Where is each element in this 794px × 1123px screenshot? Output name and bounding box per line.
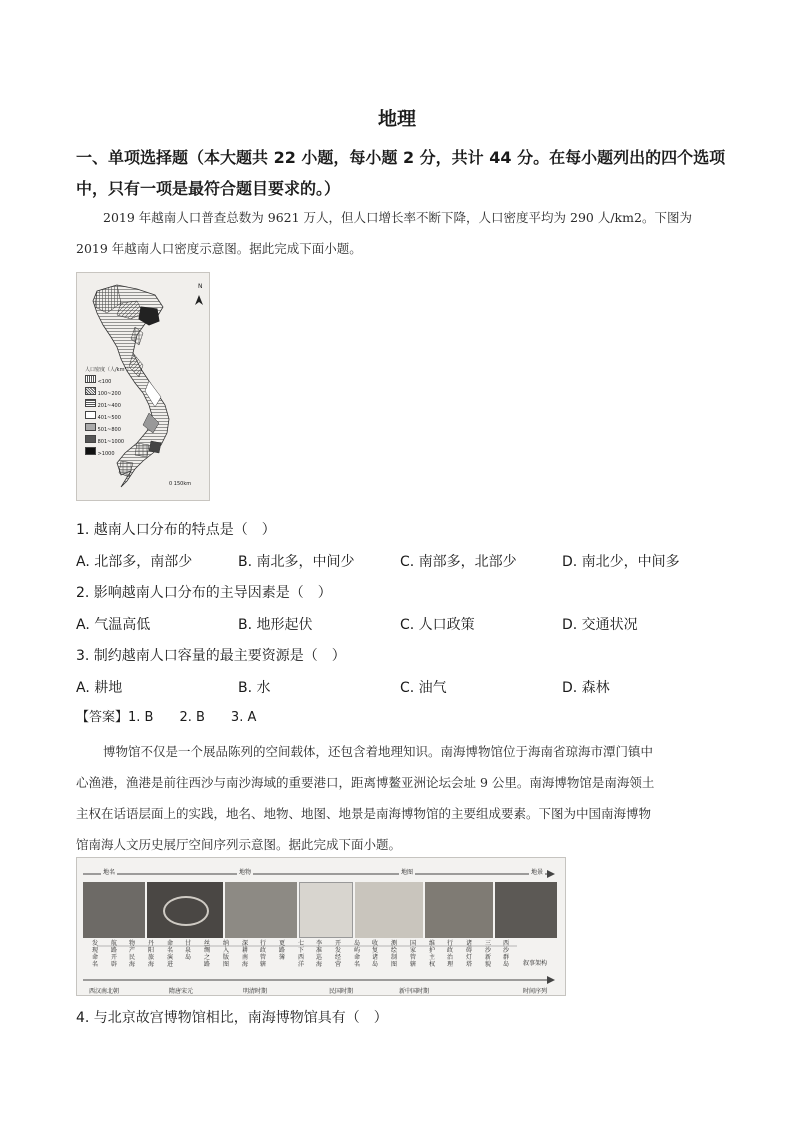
north-arrow-icon xyxy=(195,295,203,305)
sequence-item: 物产民海 xyxy=(128,940,135,968)
q2-option-d: D. 交通状况 xyxy=(562,617,638,633)
vietnam-density-map xyxy=(76,272,210,501)
q1-option-a: A. 北部多，南部少 xyxy=(76,554,193,570)
q1-option-b: B. 南北多，中间少 xyxy=(238,554,355,570)
sequence-item: 国家管辖 xyxy=(409,940,416,968)
period-2: 隋唐宋元 xyxy=(169,988,194,995)
top-label-landscape: 地景 xyxy=(531,869,544,876)
intro1-line1: 2019 年越南人口普查总数为 9621 万人，但人口增长率不断下降，人口密度平均为 290 人/km2。下图为 xyxy=(103,210,692,225)
q1-option-d: D. 南北少，中间多 xyxy=(562,554,680,570)
intro2-line1: 博物馆不仅是一个展品陈列的空间载体，还包含着地理知识。南海博物馆位于海南省琼海市潭门镇中 xyxy=(103,744,654,759)
sequence-item: 丝绸之路 xyxy=(203,940,210,968)
sequence-item: 深耕南海 xyxy=(241,940,248,968)
intro2-line3: 主权在话语层面上的实践，地名、地物、地图、地景是南海博物馆的主要组成要素。下图为中国南海博物 xyxy=(76,806,652,821)
exhibit-photo-5 xyxy=(355,882,423,938)
q2-option-a: A. 气温高低 xyxy=(76,617,151,633)
top-label-maps: 地图 xyxy=(401,869,414,876)
period-1: 西汉南北朝 xyxy=(89,988,120,995)
question-4-stem: 4. 与北京故宫博物馆相比，南海博物馆具有（ ） xyxy=(76,1010,388,1026)
period-5: 新中国时期 xyxy=(399,988,430,995)
intro2-line4: 馆南海人文历史展厅空间序列示意图。据此完成下面小题。 xyxy=(76,837,402,852)
sequence-item: 收复诸岛 xyxy=(371,940,378,968)
answer-label: 【答案】 xyxy=(76,710,129,725)
sequence-item: 维护主权 xyxy=(428,940,435,968)
sequence-item: 诸碍灯塔 xyxy=(465,940,472,968)
intro2-line2: 心渔港，渔港是前往西沙与南沙海域的重要港口，距离博鳌亚洲论坛会址 9 公里。南海博物馆是南海领土 xyxy=(76,775,655,790)
sequence-items xyxy=(91,940,521,974)
exhibit-photo-2 xyxy=(147,882,223,938)
sequence-item: 行政管辖 xyxy=(259,940,266,968)
intro-paragraph-2 xyxy=(76,736,716,860)
q3-option-a: A. 耕地 xyxy=(76,680,123,696)
sequence-item: 更路簿 xyxy=(278,940,285,961)
sequence-item: 西沙群岛 xyxy=(502,940,509,968)
exhibit-photo-1 xyxy=(83,882,145,938)
sequence-item: 测绘制图 xyxy=(390,940,397,968)
answer-line xyxy=(76,706,256,725)
sequence-item: 李准巡海 xyxy=(315,940,322,968)
page-title: 地理 xyxy=(377,108,416,130)
north-label: N xyxy=(198,283,203,290)
narrative-label: 叙事架构 xyxy=(523,960,548,967)
museum-sequence-diagram xyxy=(76,857,566,996)
map-scale: 0 150km xyxy=(169,481,192,487)
q1-option-c: C. 南部多，北部少 xyxy=(400,554,517,570)
sequence-item: 岛屿命名 xyxy=(353,940,360,968)
time-sequence-label: 时间序列 xyxy=(523,988,548,995)
question-1-stem: 1. 越南人口分布的特点是（ ） xyxy=(76,522,276,538)
intro1-line2: 2019 年越南人口密度示意图。据此完成下面小题。 xyxy=(76,241,362,256)
question-3-stem: 3. 制约越南人口容量的最主要资源是（ ） xyxy=(76,648,346,664)
answer-values: 1. B 2. B 3. A xyxy=(128,710,257,725)
intro-paragraph-1 xyxy=(76,202,716,264)
map-legend-title: 人口密度（人/km²） xyxy=(85,367,132,373)
q3-option-d: D. 森林 xyxy=(562,680,610,696)
sequence-item: 航路开辟 xyxy=(110,940,117,968)
map-legend: <100 100~200 201~400 401~500 501~800 801~1000 >1000 xyxy=(85,375,124,459)
q3-option-b: B. 水 xyxy=(238,680,271,696)
sequence-item: 纳入版图 xyxy=(222,940,229,968)
sequence-item: 丹阳旅海 xyxy=(147,940,154,968)
exhibit-photo-6 xyxy=(425,882,493,938)
top-label-objects: 地物 xyxy=(239,869,252,876)
question-2-stem: 2. 影响越南人口分布的主导因素是（ ） xyxy=(76,585,332,601)
section-heading: 一、单项选择题（本大题共 22 小题，每小题 2 分，共计 44 分。在每小题列出的四个选项中，只有一项是最符合题目要求的。） xyxy=(76,148,726,198)
exhibit-photo-4 xyxy=(299,882,353,938)
sequence-item: 三沙新貌 xyxy=(484,940,491,968)
q3-option-c: C. 油气 xyxy=(400,680,447,696)
exhibit-photo-7 xyxy=(495,882,557,938)
sequence-item: 发现命名 xyxy=(91,940,98,968)
exhibit-photo-3 xyxy=(225,882,297,938)
period-4: 民国时期 xyxy=(329,988,354,995)
sequence-item: 开发经营 xyxy=(334,940,341,968)
sequence-item: 命名演进 xyxy=(166,940,173,968)
period-3: 明清时期 xyxy=(243,988,268,995)
sequence-item: 行政治理 xyxy=(446,940,453,968)
sequence-item: 甘泉岛 xyxy=(184,940,191,961)
sequence-item: 七下西洋 xyxy=(297,940,304,968)
q2-option-b: B. 地形起伏 xyxy=(238,617,313,633)
q2-option-c: C. 人口政策 xyxy=(400,617,475,633)
top-label-names: 地名 xyxy=(103,869,116,876)
